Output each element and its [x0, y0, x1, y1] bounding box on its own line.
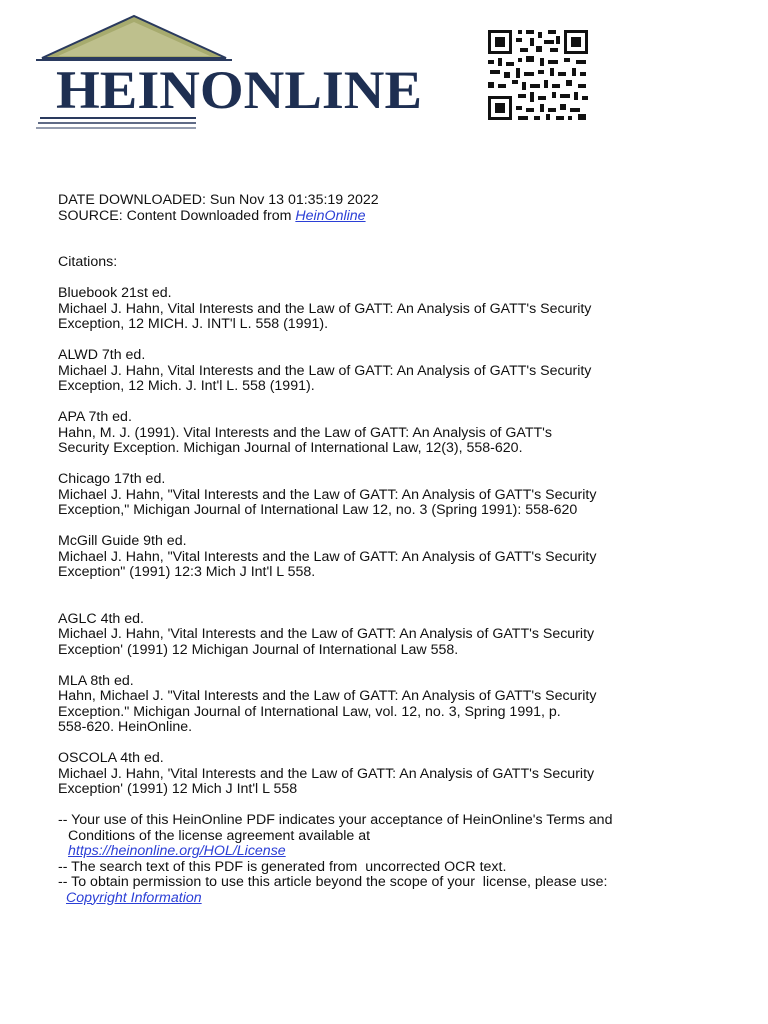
citation-text: Michael J. Hahn, Vital Interests and the Law of GATT: An Analysis of GATT's Security	[58, 362, 592, 379]
copyright-link-line	[58, 891, 698, 907]
qr-code	[486, 28, 590, 122]
citation-mcgill	[58, 534, 698, 581]
terms-notice-cont: Conditions of the license agreement available at	[68, 827, 371, 844]
terms-notice: -- Your use of this HeinOnline PDF indicates your acceptance of HeinOnline's Terms and	[58, 812, 613, 828]
citation-text: Hahn, Michael J. "Vital Interests and the Law of GATT: An Analysis of GATT's Security	[58, 688, 597, 704]
citation-style: AGLC 4th ed.	[58, 610, 144, 627]
citation-style: ALWD 7th ed.	[58, 347, 146, 363]
citation-text: Exception, 12 Mich. J. Int'l L. 558 (1991).	[58, 378, 315, 394]
heinonline-logo-icon	[36, 14, 428, 132]
citation-text: Exception." Michigan Journal of International Law, vol. 12, no. 3, Spring 1991, p.	[58, 703, 561, 720]
citation-aglc	[58, 612, 698, 659]
notices	[58, 813, 698, 906]
citation-text: 558-620. HeinOnline.	[58, 719, 193, 735]
document-body	[58, 193, 698, 906]
citation-text: Hahn, M. J. (1991). Vital Interests and the Law of GATT: An Analysis of GATT's	[58, 424, 552, 441]
citation-text: Exception' (1991) 12 Mich J Int'l L 558	[58, 781, 298, 797]
citation-bluebook	[58, 286, 698, 333]
citation-text: Michael J. Hahn, "Vital Interests and the Law of GATT: An Analysis of GATT's Security	[58, 548, 597, 565]
qr-code-icon	[486, 28, 590, 122]
ocr-notice: -- The search text of this PDF is generated from uncorrected OCR text.	[58, 858, 507, 875]
date-downloaded: DATE DOWNLOADED: Sun Nov 13 01:35:19 2022	[58, 192, 379, 208]
copyright-information-link[interactable]: Copyright Information	[66, 889, 202, 906]
citation-alwd	[58, 348, 698, 395]
citation-style: APA 7th ed.	[58, 409, 132, 425]
citation-style: Bluebook 21st ed.	[58, 285, 172, 301]
logo-text: HEINONLINE	[56, 60, 422, 120]
license-link-line	[58, 844, 698, 860]
citation-text: Security Exception. Michigan Journal of International Law, 12(3), 558-620.	[58, 440, 523, 456]
license-link[interactable]: https://heinonline.org/HOL/License	[68, 843, 286, 859]
source-prefix: SOURCE: Content Downloaded from	[58, 207, 296, 224]
citation-text: Michael J. Hahn, "Vital Interests and the Law of GATT: An Analysis of GATT's Security	[58, 486, 597, 503]
citation-apa	[58, 410, 698, 457]
citation-text: Michael J. Hahn, 'Vital Interests and the Law of GATT: An Analysis of GATT's Security	[58, 626, 595, 642]
source-line	[58, 209, 698, 225]
citation-text: Exception" (1991) 12:3 Mich J Int'l L 558.	[58, 564, 316, 580]
citation-chicago	[58, 472, 698, 519]
citation-text: Exception' (1991) 12 Michigan Journal of International Law 558.	[58, 641, 459, 658]
heinonline-logo	[36, 14, 428, 132]
citation-oscola	[58, 751, 698, 798]
citation-mla	[58, 674, 698, 736]
permission-notice: -- To obtain permission to use this article beyond the scope of your license, please use:	[58, 874, 608, 890]
citation-text: Michael J. Hahn, 'Vital Interests and the Law of GATT: An Analysis of GATT's Security	[58, 765, 595, 782]
heinonline-link[interactable]: HeinOnline	[295, 207, 366, 224]
citation-text: Exception," Michigan Journal of International Law 12, no. 3 (Spring 1991): 558-620	[58, 502, 578, 518]
citation-text: Michael J. Hahn, Vital Interests and the Law of GATT: An Analysis of GATT's Security	[58, 300, 592, 317]
citation-style: Chicago 17th ed.	[58, 471, 166, 487]
citation-text: Exception, 12 MICH. J. INT'l L. 558 (1991).	[58, 316, 329, 332]
citations-label: Citations:	[58, 254, 118, 270]
citation-style: McGill Guide 9th ed.	[58, 533, 187, 549]
citation-style: MLA 8th ed.	[58, 672, 134, 689]
citation-style: OSCOLA 4th ed.	[58, 750, 164, 766]
